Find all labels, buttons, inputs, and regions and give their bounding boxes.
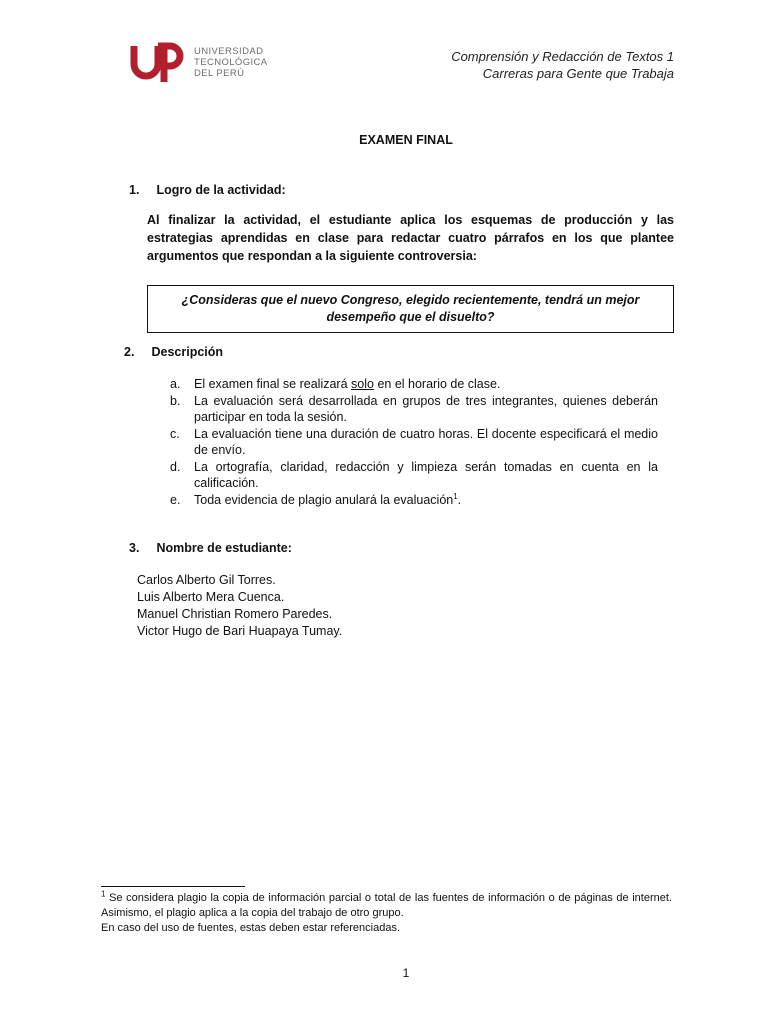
description-list: [170, 376, 658, 508]
item-a-text-after: en el horario de clase.: [373, 377, 501, 391]
list-item: [170, 492, 658, 509]
utp-logo-mark: [130, 40, 188, 84]
page-number: 1: [402, 966, 410, 980]
list-item-text: [194, 376, 658, 393]
list-item-text: La evaluación será desarrollada en grupos de tres integrantes, quienes deberán participar en toda la sesión.: [194, 393, 658, 424]
item-a-underlined: solo: [351, 377, 374, 391]
list-marker: d.: [170, 459, 181, 474]
section-1-number: 1.: [129, 183, 140, 197]
student-name: Manuel Christian Romero Paredes.: [137, 607, 333, 621]
list-item: [170, 376, 658, 393]
logo-line-3: DEL PERÚ: [194, 67, 245, 79]
document-title: EXAMEN FINAL: [359, 133, 453, 147]
section-2-title: Descripción: [151, 345, 224, 359]
list-item-text: La ortografía, claridad, redacción y limpieza serán tomadas en cuenta en la calificación.: [194, 459, 658, 490]
logo-wordmark: [194, 46, 268, 79]
footnote-reference[interactable]: 1: [453, 491, 458, 501]
list-marker: e.: [170, 492, 181, 507]
student-names: [137, 572, 342, 640]
activity-paragraph: Al finalizar la actividad, el estudiante aplica los esquemas de producción y las estrategias aprendidas en clase para redactar cuatro párrafos en los que plantee argumentos que respondan a la siguiente controversia:: [147, 213, 674, 263]
course-title: Comprensión y Redacción de Textos 1: [451, 49, 674, 64]
student-name: Luis Alberto Mera Cuenca.: [137, 590, 285, 604]
header-course-info: [451, 48, 674, 82]
item-e-text: Toda evidencia de plagio anulará la evaluación: [194, 492, 454, 507]
footnote-line: [101, 891, 672, 921]
list-item-text: [194, 492, 658, 509]
footnote-separator: [101, 886, 245, 887]
logo-line-2: TECNOLÓGICA: [194, 56, 268, 68]
student-name: Carlos Alberto Gil Torres.: [137, 573, 276, 587]
footnote-marker: 1: [101, 889, 106, 899]
utp-logo: [130, 40, 268, 84]
program-name: Carreras para Gente que Trabaja: [482, 66, 674, 81]
footnote-extra: En caso del uso de fuentes, estas deben estar referenciadas.: [101, 922, 401, 934]
list-item: [170, 459, 658, 492]
controversy-question: ¿Consideras que el nuevo Congreso, elegido recientemente, tendrá un mejor desempeño que el disuelto?: [181, 293, 640, 324]
section-2-heading: [124, 345, 223, 359]
list-marker: c.: [170, 426, 180, 441]
list-item: [170, 393, 658, 426]
section-3-number: 3.: [129, 541, 140, 555]
list-marker: a.: [170, 377, 181, 391]
section-1-title: Logro de la actividad:: [156, 183, 286, 197]
student-name: Victor Hugo de Bari Huapaya Tumay.: [137, 624, 343, 638]
section-3-title: Nombre de estudiante:: [156, 541, 292, 555]
list-item-text: La evaluación tiene una duración de cuatro horas. El docente especificará el medio de envío.: [194, 426, 658, 457]
footnote-text: Se considera plagio la copia de información parcial o total de las fuentes de información o de páginas de internet. Asimismo, el plagio aplica a la copia del trabajo de otro grupo.: [101, 892, 672, 919]
item-a-text-before: El examen final se realizará: [194, 377, 352, 391]
section-3-heading: [129, 541, 292, 555]
section-1-heading: [129, 183, 286, 197]
list-marker: b.: [170, 393, 181, 408]
item-e-period: .: [457, 492, 462, 507]
footnote: [101, 891, 672, 936]
list-item: [170, 426, 658, 459]
controversy-box: [147, 285, 674, 333]
section-2-number: 2.: [124, 345, 135, 359]
logo-line-1: UNIVERSIDAD: [194, 45, 264, 57]
